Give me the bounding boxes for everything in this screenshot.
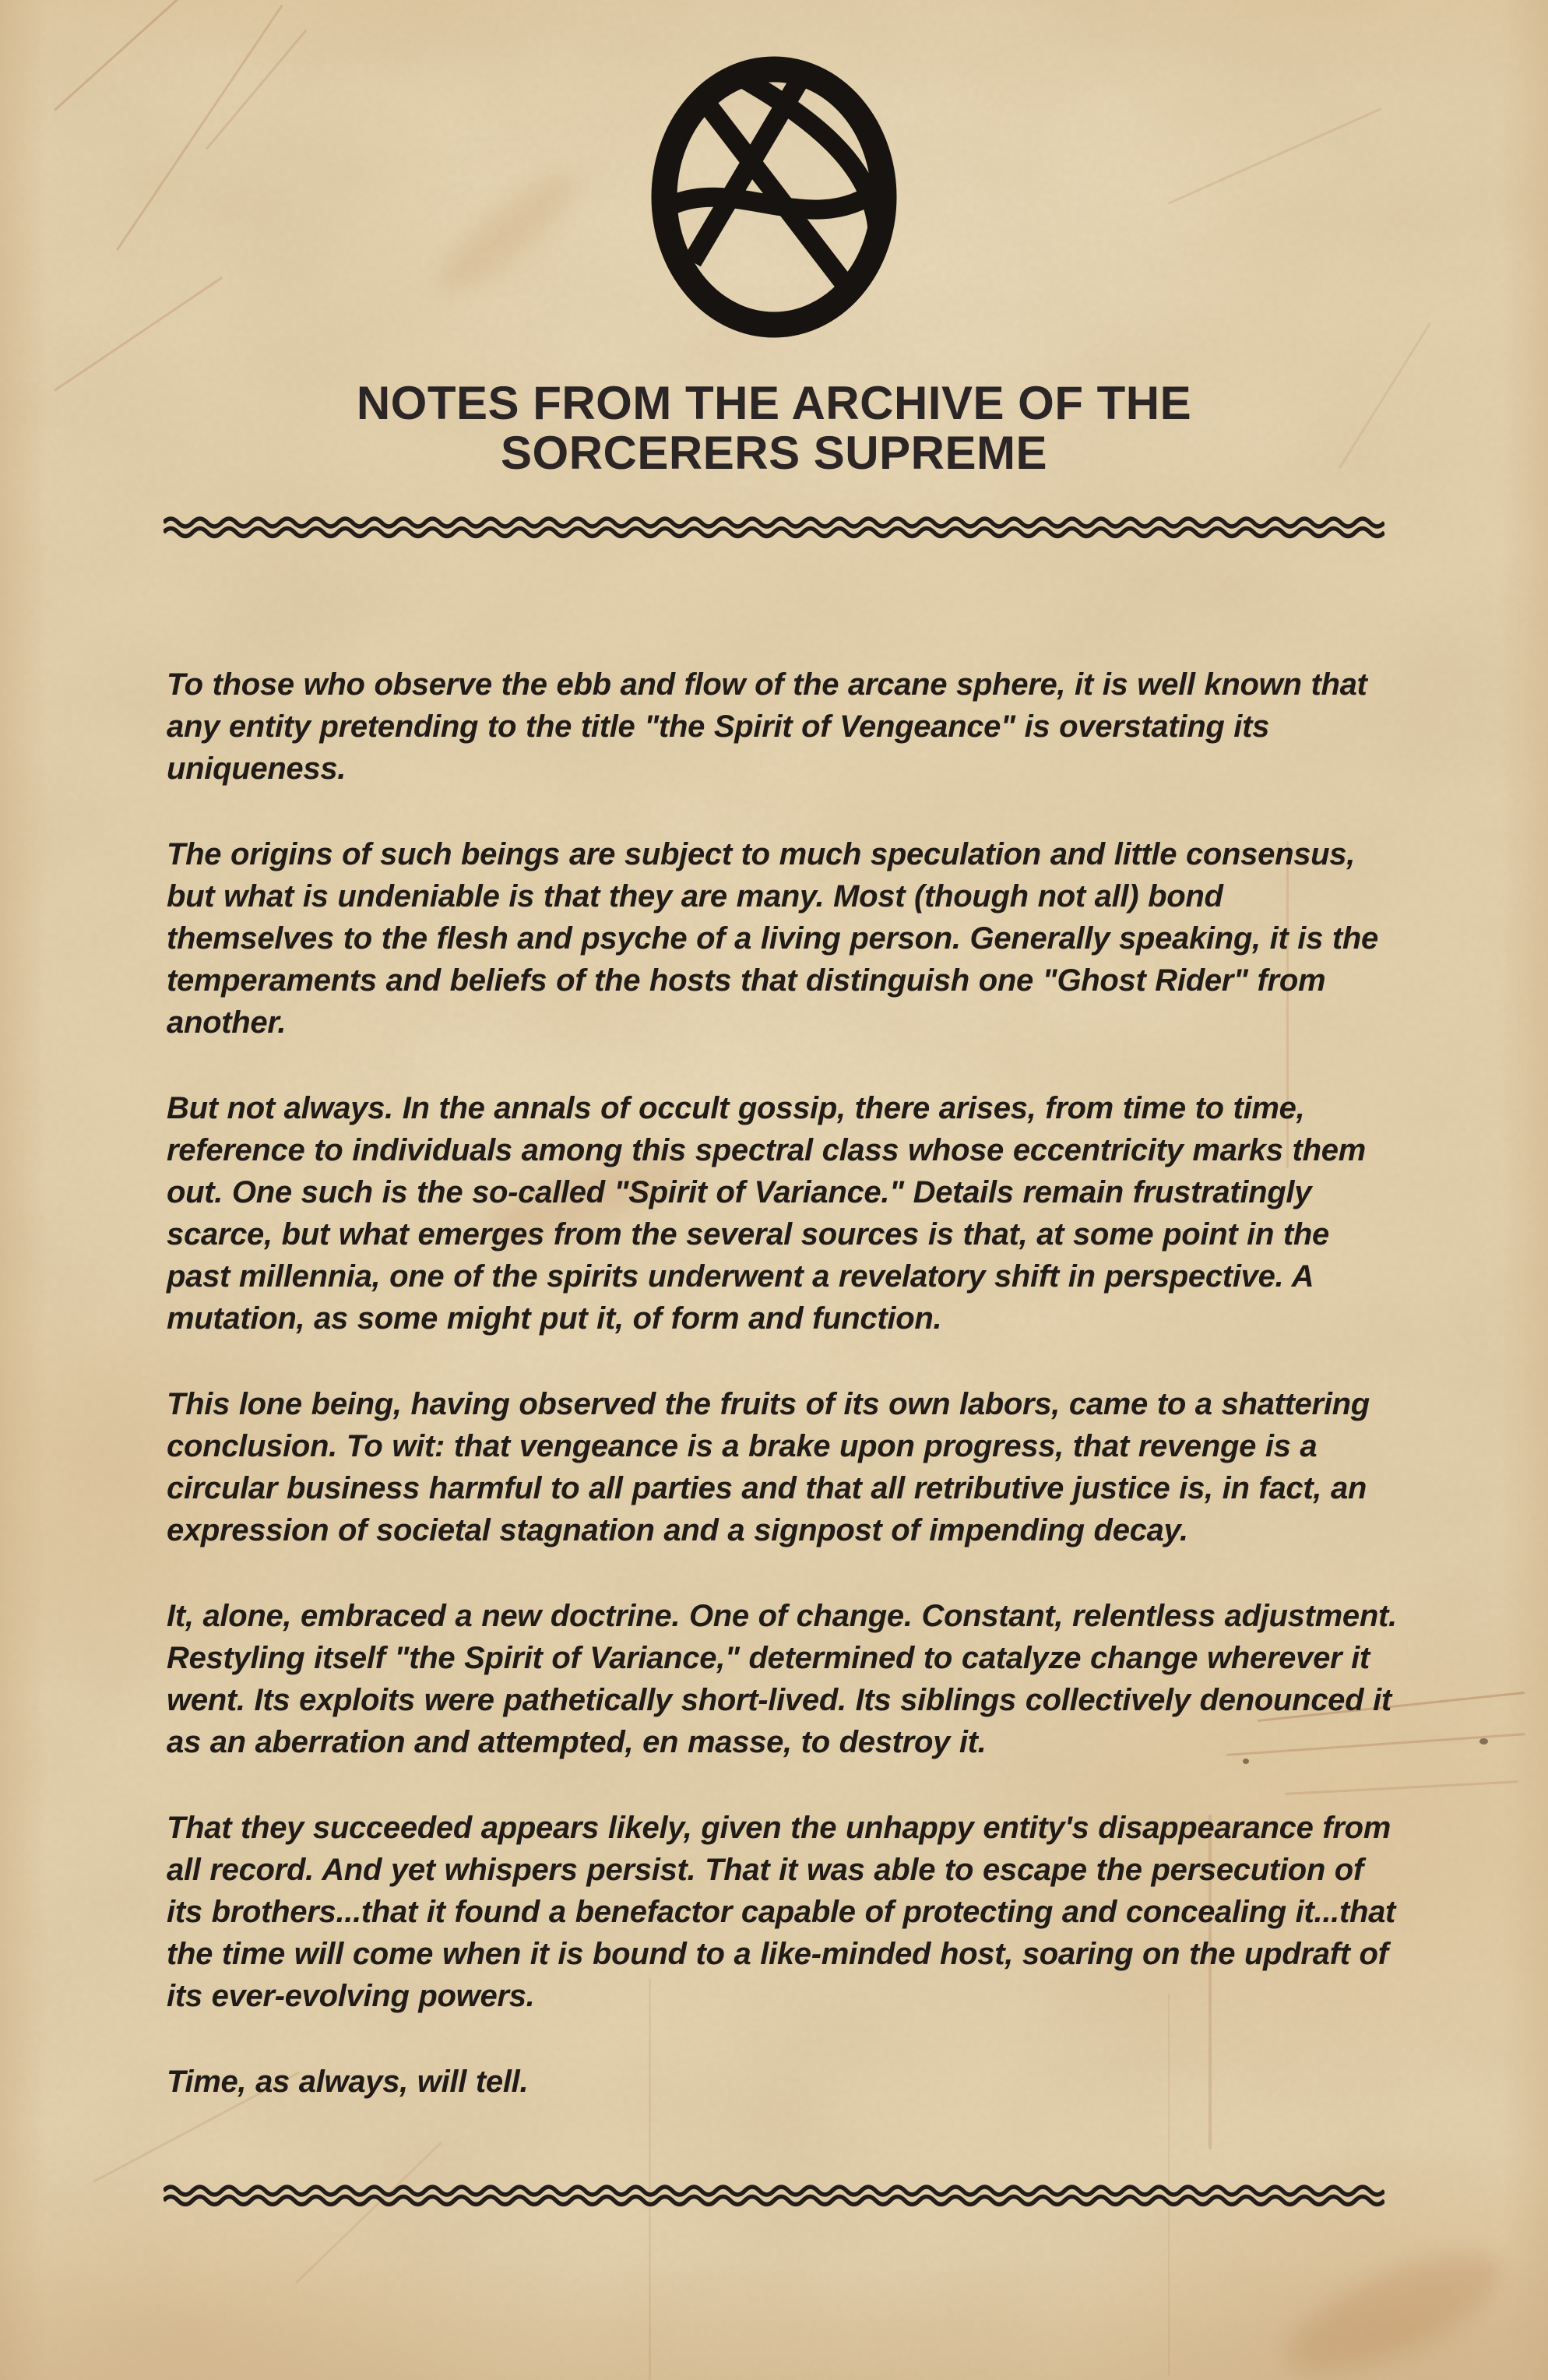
wavy-divider-bottom — [164, 2185, 1384, 2208]
ink-speck — [1479, 1738, 1488, 1745]
paper-stain — [1272, 2230, 1517, 2380]
note-paragraph: That they succeeded appears likely, given the unhappy entity's disappearance from all record. And yet whispers persist. That it was able to escape the persecution of its brothers...that it found a benefactor capable of protecting and concealing it...that the time will come when it is bound to a like-minded host, soaring on the updraft of its ever-evolving powers. — [167, 1811, 1396, 2013]
note-paragraph: The origins of such beings are subject to much speculation and little consensus, but what is undeniable is that they are many. Most (though not all) bond themselves to the flesh and psyche of a living person. Generally speaking, it is the temperaments and beliefs of the hosts that distinguish one "Ghost Rider" from another. — [167, 837, 1378, 1040]
note-paragraph: This lone being, having observed the fruits of its own labors, came to a shattering conclusion. To wit: that vengeance is a brake upon progress, that revenge is a circular business harmful to all parties and that all retributive justice is, in fact, an expression of societal stagnation and a signpost of impending decay. — [167, 1387, 1370, 1547]
page-title-line-2: SORCERERS SUPREME — [501, 427, 1047, 479]
sorcerer-seal-icon — [650, 55, 898, 340]
archive-note-body — [167, 664, 1398, 2146]
paper-scratch — [116, 5, 283, 252]
paper-scratch — [1167, 107, 1381, 205]
paper-scratch — [295, 2142, 442, 2284]
note-paragraph: To those who observe the ebb and flow of the arcane sphere, it is well known that any entity pretending to the title "the Spirit of Vengeance" is overstating its uniqueness. — [167, 667, 1367, 786]
note-paragraph: Time, as always, will tell. — [167, 2065, 529, 2099]
note-paragraph: But not always. In the annals of occult gossip, there arises, from time to time, reference to individuals among this spectral class whose eccentricity marks them out. One such is the so-called "Spirit of Variance." Details remain frustratingly scarce, but what emerges from the several sources is that, at some point in the past millennia, one of the spirits underwent a revelatory shift in perspective. A mutation, as some might put it, of form and function. — [167, 1091, 1366, 1336]
note-paragraph: It, alone, embraced a new doctrine. One of change. Constant, relentless adjustment. Restyling itself "the Spirit of Variance," determined to catalyze change wherever it went. Its exploits were pathetically short-lived. Its siblings collectively denounced it as an aberration and attempted, en masse, to destroy it. — [167, 1599, 1397, 1759]
wavy-divider-top — [164, 516, 1384, 540]
paper-scratch — [206, 29, 308, 150]
page-title — [0, 378, 1548, 478]
paper-scratch — [54, 0, 229, 111]
paper-scratch — [54, 276, 223, 392]
paper-stain — [425, 160, 586, 306]
page-title-line-1: NOTES FROM THE ARCHIVE OF THE — [356, 377, 1192, 429]
